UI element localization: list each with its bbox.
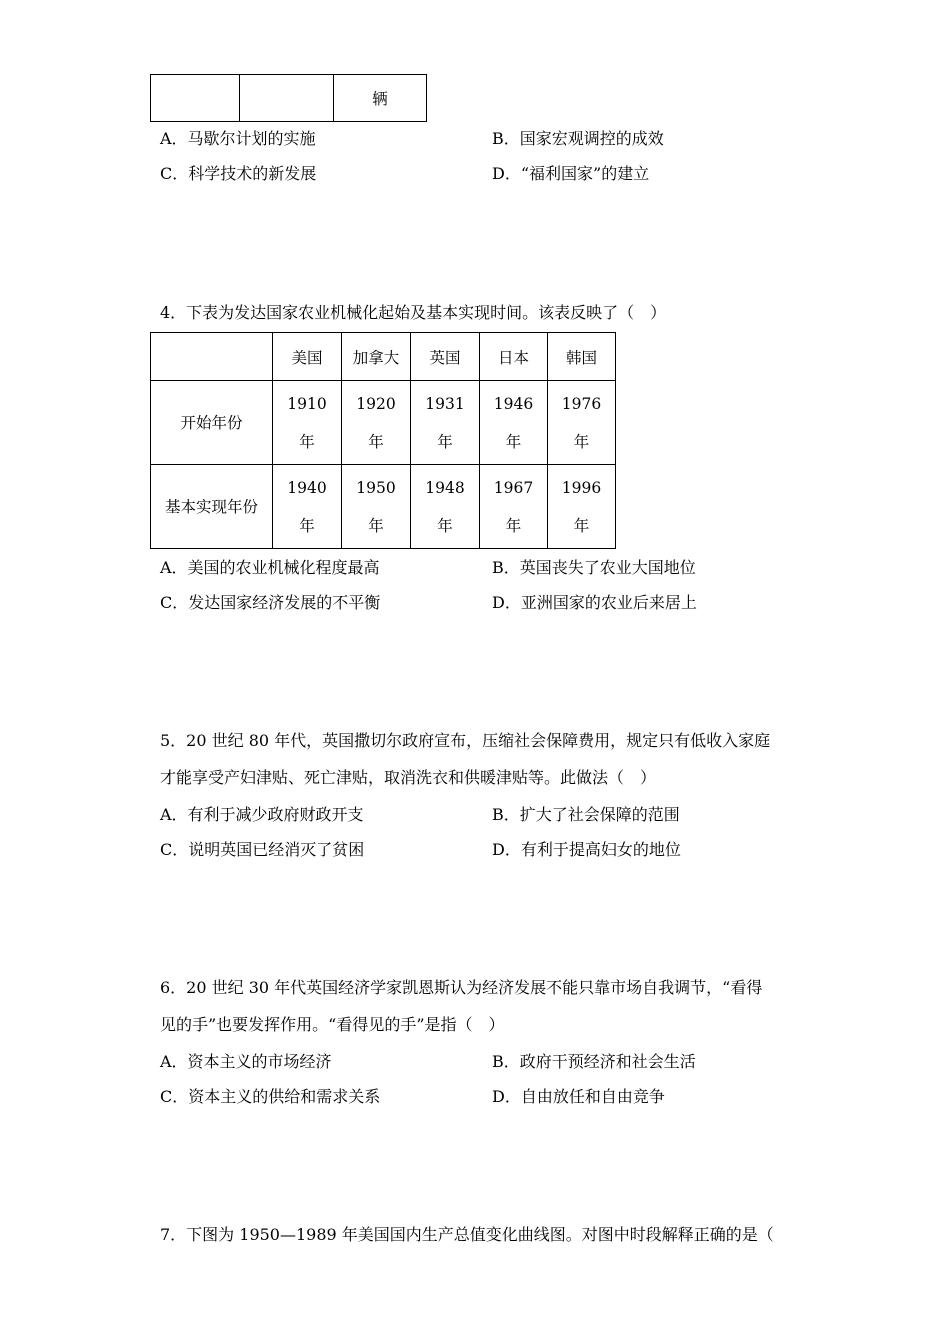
table-header-cell: 英国 xyxy=(411,333,480,381)
q5-option-b: B．扩大了社会保障的范围 xyxy=(492,805,680,824)
row-label: 开始年份 xyxy=(151,381,273,465)
fragment-cell-empty-1 xyxy=(151,75,240,122)
year-cell: 1910 年 xyxy=(273,381,342,465)
fragment-cell-unit: 辆 xyxy=(334,75,427,122)
table-header-cell: 加拿大 xyxy=(342,333,411,381)
q6-stem-line1: 6．20 世纪 30 年代英国经济学家凯恩斯认为经济发展不能只靠市场自我调节，“看得 xyxy=(160,978,763,997)
table-row xyxy=(151,381,616,465)
year-cell: 1948 年 xyxy=(411,465,480,549)
row-label: 基本实现年份 xyxy=(151,465,273,549)
table-header-cell: 美国 xyxy=(273,333,342,381)
q6-option-b: B．政府干预经济和社会生活 xyxy=(492,1052,696,1071)
year-cell: 1920 年 xyxy=(342,381,411,465)
year-cell: 1940 年 xyxy=(273,465,342,549)
q5-option-a: A．有利于减少政府财政开支 xyxy=(160,805,364,824)
q7-stem-line1: 7．下图为 1950—1989 年美国国内生产总值变化曲线图。对图中时段解释正确的是（ xyxy=(160,1225,774,1244)
q4-stem: 4．下表为发达国家农业机械化起始及基本实现时间。该表反映了（ ） xyxy=(160,303,667,322)
q5-option-d: D．有利于提高妇女的地位 xyxy=(492,840,681,859)
q4-mechanization-table xyxy=(150,332,616,549)
previous-table-fragment xyxy=(150,74,427,122)
year-cell: 1976 年 xyxy=(548,381,616,465)
year-cell: 1967 年 xyxy=(480,465,548,549)
table-header-row xyxy=(151,333,616,381)
table-header-cell: 韩国 xyxy=(548,333,616,381)
q5-option-c: C．说明英国已经消灭了贫困 xyxy=(160,840,365,859)
q4-option-b: B．英国丧失了农业大国地位 xyxy=(492,558,696,577)
q6-option-a: A．资本主义的市场经济 xyxy=(160,1052,332,1071)
q4-option-a: A．美国的农业机械化程度最高 xyxy=(160,558,380,577)
year-cell: 1996 年 xyxy=(548,465,616,549)
q3-option-d: D．“福利国家”的建立 xyxy=(492,164,650,183)
year-cell: 1931 年 xyxy=(411,381,480,465)
table-header-cell: 日本 xyxy=(480,333,548,381)
q4-option-d: D．亚洲国家的农业后来居上 xyxy=(492,593,697,612)
year-cell: 1946 年 xyxy=(480,381,548,465)
q6-option-c: C．资本主义的供给和需求关系 xyxy=(160,1087,381,1106)
fragment-cell-empty-2 xyxy=(240,75,334,122)
q3-option-b: B．国家宏观调控的成效 xyxy=(492,129,664,148)
q5-stem-line1: 5．20 世纪 80 年代，英国撒切尔政府宣布，压缩社会保障费用，规定只有低收入家庭 xyxy=(160,731,771,750)
q3-option-a: A．马歇尔计划的实施 xyxy=(160,129,316,148)
q6-stem-line2: 见的手”也要发挥作用。“看得见的手”是指（ ） xyxy=(160,1015,505,1034)
q4-option-c: C．发达国家经济发展的不平衡 xyxy=(160,593,381,612)
table-row xyxy=(151,465,616,549)
q6-option-d: D．自由放任和自由竞争 xyxy=(492,1087,665,1106)
q3-option-c: C．科学技术的新发展 xyxy=(160,164,317,183)
q5-stem-line2: 才能享受产妇津贴、死亡津贴，取消洗衣和供暖津贴等。此做法（ ） xyxy=(160,768,657,787)
year-cell: 1950 年 xyxy=(342,465,411,549)
table-header-cell xyxy=(151,333,273,381)
